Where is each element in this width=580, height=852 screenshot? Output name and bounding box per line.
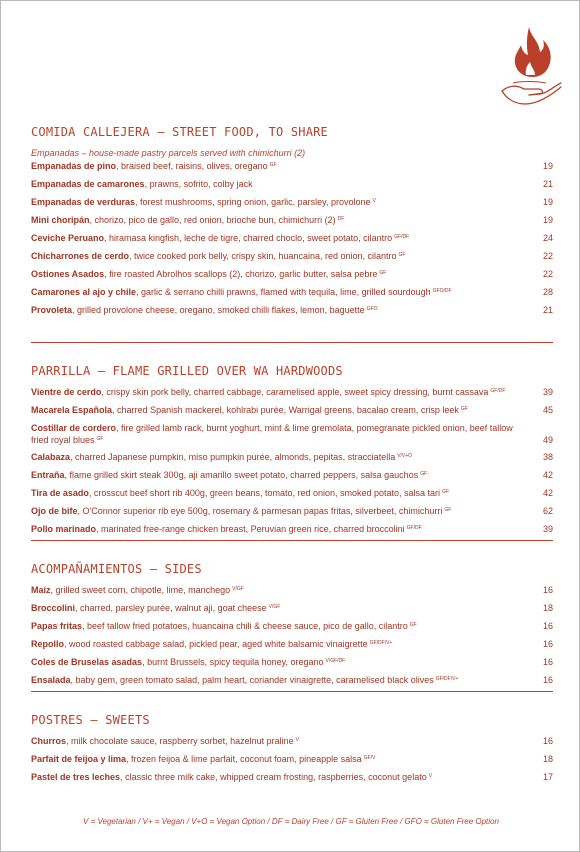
item-name: Churros: [31, 736, 67, 746]
menu-item: [31, 674, 553, 686]
item-price: 19: [542, 161, 553, 171]
menu-item: [31, 178, 553, 190]
item-description: , O'Connor superior rib eye 500g, rosemary & parmesan papas fritas, silverbeet, chimichurri: [77, 506, 443, 516]
item-name: Ojo de bife: [31, 506, 78, 516]
menu-item: [31, 469, 553, 481]
item-description: , grilled provolone cheese, oregano, smoked chilli flakes, lemon, baguette: [72, 305, 365, 315]
item-name: Empanadas de pino: [31, 161, 117, 171]
dietary-tag: GF: [269, 162, 277, 168]
item-price: 62: [542, 506, 553, 516]
item-price: 18: [542, 603, 553, 613]
menu-item: [31, 268, 553, 280]
item-price: 22: [542, 251, 553, 261]
flame-on-hand-icon: [499, 25, 563, 111]
item-name: Chicharrones de cerdo: [31, 251, 130, 261]
section-street-food: [31, 125, 553, 322]
dietary-tag: GF/DF: [394, 234, 410, 240]
menu-item: [31, 487, 553, 499]
item-description: , prawns, sofrito, colby jack: [144, 179, 253, 189]
item-description: , hiramasa kingfish, leche de tigre, charred choclo, sweet potato, cilantro: [104, 233, 393, 243]
dietary-tag: GF: [379, 270, 387, 276]
menu-item: [31, 602, 553, 614]
item-name: Papas fritas: [31, 621, 83, 631]
item-price: 42: [542, 488, 553, 498]
item-price: 16: [542, 639, 553, 649]
item-description: , frozen feijoa & lime parfait, coconut foam, pineapple salsa: [126, 754, 362, 764]
menu-item: [31, 753, 553, 765]
section-title: PARRILLA – FLAME GRILLED OVER WA HARDWOODS: [31, 364, 343, 378]
menu-item: [31, 196, 553, 208]
section-sweets: [31, 713, 553, 789]
item-description: , twice cooked pork belly, crispy skin, huancaina, red onion, cilantro: [129, 251, 397, 261]
dietary-tag: GF/DF: [490, 388, 506, 394]
dietary-tag: V/GF/DF: [325, 658, 346, 664]
section-title: ACOMPAÑAMIENTOS – SIDES: [31, 562, 202, 576]
dietary-tag: GFO/DF: [432, 288, 452, 294]
menu-item: [31, 250, 553, 262]
item-description: , crispy skin pork belly, charred cabbage, caramelised apple, sweet spicy dressing, burnt cassava: [101, 387, 489, 397]
item-name: Tira de asado: [31, 488, 89, 498]
item-description: , beef tallow fried potatoes, huancaina chili & cheese sauce, pico de gallo, cilantro: [82, 621, 408, 631]
dietary-tag: V: [295, 737, 299, 743]
section-title: COMIDA CALLEJERA – STREET FOOD, TO SHARE: [31, 125, 328, 139]
item-price: 17: [542, 772, 553, 782]
item-name: Ensalada: [31, 675, 71, 685]
item-price: 21: [542, 305, 553, 315]
dietary-tag: GF/DF/V+: [369, 640, 393, 646]
item-name: Empanadas de camarones: [31, 179, 145, 189]
item-price: 39: [542, 524, 553, 534]
section-divider: [31, 342, 553, 343]
item-name: Ceviche Peruano: [31, 233, 105, 243]
item-price: 21: [542, 179, 553, 189]
item-description: , marinated free-range chicken breast, Peruvian green rice, charred broccolini: [96, 524, 405, 534]
item-description: , fire grilled lamb rack, burnt yoghurt, mint & lime gremolata, pomegranate pickled onion, beef tallow fried royal blues: [31, 423, 513, 445]
dietary-tag: V: [428, 773, 433, 779]
dietary-legend: V = Vegetarian / V+ = Vegan / V+O = Vegan Option / DF = Dairy Free / GF = Gluten Free / GFO = Gluten Free Option: [83, 817, 499, 826]
item-description: , baby gem, green tomato salad, palm heart, coriander vinaigrette, caramelised black olives: [70, 675, 434, 685]
item-description: , charred, parsley purée, walnut aji, goat cheese: [75, 603, 267, 613]
item-name: Macarela Española: [31, 405, 113, 415]
menu-item: [31, 505, 553, 517]
item-description: , charred Japanese pumpkin, miso pumpkin purée, almonds, pepitas, stracciatella: [70, 452, 396, 462]
item-description: , burnt Brussels, spicy tequila honey, oregano: [142, 657, 324, 667]
item-description: , crosscut beef short rib 400g, green beans, tomato, red onion, smoked potato, salsa tari: [88, 488, 441, 498]
dietary-tag: V/GF: [232, 586, 244, 592]
item-price: 22: [542, 269, 553, 279]
item-name: Mini choripán: [31, 215, 90, 225]
item-description: , fire roasted Abrolhos scallops (2), chorizo, garlic butter, salsa pebre: [104, 269, 378, 279]
menu-item: [31, 584, 553, 596]
dietary-tag: GFO: [366, 306, 378, 312]
menu-item: [31, 771, 553, 783]
section-intro: Empanadas – house-made pastry parcels served with chimichurri (2): [31, 148, 306, 158]
item-name: Maíz: [31, 585, 51, 595]
item-name: Calabaza: [31, 452, 71, 462]
menu-item: [31, 214, 553, 226]
item-description: , forest mushrooms, spring onion, garlic, parsley, provolone: [135, 197, 371, 207]
item-price: 49: [542, 435, 553, 445]
item-description: , milk chocolate sauce, raspberry sorbet, hazelnut praline: [66, 736, 294, 746]
item-price: 16: [542, 675, 553, 685]
item-price: 28: [542, 287, 553, 297]
item-name: Parfait de feijoa y lima: [31, 754, 127, 764]
item-name: Repollo: [31, 639, 64, 649]
item-name: Entraña: [31, 470, 65, 480]
item-price: 19: [542, 215, 553, 225]
dietary-tag: GF: [96, 436, 104, 442]
item-name: Pastel de tres leches: [31, 772, 121, 782]
dietary-tag: GF/V: [363, 755, 376, 761]
item-description: , garlic & serrano chilli prawns, flamed with tequila, lime, grilled sourdough: [136, 287, 431, 297]
item-price: 45: [542, 405, 553, 415]
dietary-tag: GF: [409, 622, 417, 628]
item-name: Empanadas de verduras: [31, 197, 136, 207]
item-name: Coles de Bruselas asadas: [31, 657, 143, 667]
item-description: , braised beef, raisins, olives, oregano: [116, 161, 268, 171]
item-price: 16: [542, 621, 553, 631]
menu-item: [31, 523, 553, 535]
dietary-tag: GF/DF: [406, 525, 422, 531]
menu-item: [31, 422, 553, 446]
menu-item: [31, 656, 553, 668]
item-name: Costillar de cordero: [31, 423, 117, 433]
item-description: , charred Spanish mackerel, kohlrabi purée, Warrigal greens, bacalao cream, crisp leek: [112, 405, 459, 415]
section-divider: [31, 691, 553, 692]
item-description: , wood roasted cabbage salad, pickled pear, aged white balsamic vinaigrette: [64, 639, 368, 649]
item-name: Provoleta: [31, 305, 73, 315]
item-price: 42: [542, 470, 553, 480]
item-description: , flame grilled skirt steak 300g, aji amarillo sweet potato, charred peppers, salsa gauchos: [64, 470, 419, 480]
dietary-tag: V/GF: [268, 604, 281, 610]
item-name: Vientre de cerdo: [31, 387, 102, 397]
item-price: 24: [542, 233, 553, 243]
item-name: Camarones al ajo y chile: [31, 287, 137, 297]
menu-item: [31, 386, 553, 398]
item-description: , grilled sweet corn, chipotle, lime, manchego: [50, 585, 231, 595]
dietary-tag: V: [372, 198, 376, 204]
item-name: Broccolini: [31, 603, 76, 613]
dietary-tag: GF: [398, 252, 406, 258]
item-price: 16: [542, 657, 553, 667]
menu-item: [31, 638, 553, 650]
item-price: 16: [542, 736, 553, 746]
menu-item: [31, 735, 553, 747]
item-price: 39: [542, 387, 553, 397]
item-price: 38: [542, 452, 553, 462]
dietary-tag: GF: [420, 471, 428, 477]
menu-item: [31, 451, 553, 463]
section-sides: [31, 562, 553, 692]
dietary-tag: GF: [444, 507, 452, 513]
dietary-tag: DF: [337, 216, 345, 222]
menu-item: [31, 232, 553, 244]
menu-item: [31, 286, 553, 298]
section-divider: [31, 540, 553, 541]
dietary-tag: V/V+O: [397, 453, 413, 459]
dietary-tag: GF: [460, 406, 468, 412]
menu-item: [31, 304, 553, 316]
item-description: , classic three milk cake, whipped cream frosting, raspberries, coconut gelato: [120, 772, 427, 782]
item-price: 18: [542, 754, 553, 764]
dietary-tag: GF/DF/V+: [435, 676, 459, 682]
section-parrilla: [31, 364, 553, 541]
item-description: , chorizo, pico de gallo, red onion, brioche bun, chimichurri (2): [89, 215, 336, 225]
item-name: Ostiones Asados: [31, 269, 105, 279]
item-price: 16: [542, 585, 553, 595]
section-title: POSTRES – SWEETS: [31, 713, 150, 727]
menu-item: [31, 404, 553, 416]
item-price: 19: [542, 197, 553, 207]
dietary-tag: GF: [442, 489, 450, 495]
menu-item: [31, 160, 553, 172]
item-name: Pollo marinado: [31, 524, 97, 534]
menu-item: [31, 620, 553, 632]
